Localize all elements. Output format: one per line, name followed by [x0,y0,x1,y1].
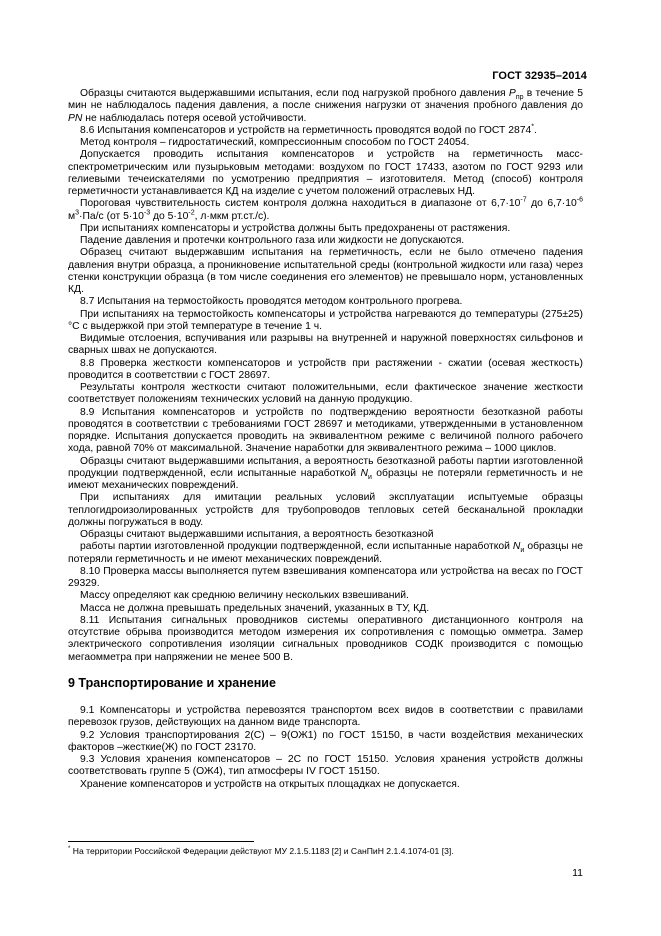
paragraph: Образец считают выдержавшим испытания на герметичность, если не было отмечено падения давления внутри образца, а проникновение испытательной среды (контрольной жидкости или газа) через стенки конструкции образца (в том числе соединения его элементов) не превышало норм, установленных КД. [68,247,583,295]
footnote [68,846,454,856]
paragraph: Масса не должна превышать предельных значений, указанных в ТУ, КД. [80,602,430,614]
footnote-text: На территории Российской Федерации действуют МУ 2.1.5.1183 [2] и СанПиН 2.1.4.1074-01 [3]. [70,846,454,856]
paragraph: Образцы считаются выдержавшими испытания, если под нагрузкой пробного давления $P_{пр}$ в течение 5 мин не наблюдалось падения давления, а после снижения нагрузки от значения пробного давления до PN не наблюдалась потеря осевой устойчивости. [68,88,583,124]
paragraph: Образцы считают выдержавшими испытания, а вероятность безотказной работы партии изготовленной продукции подтвержденной, если испытанные наработкой $N_и$ образцы не потеряли герметичность и не имеют механических повреждений. [68,455,583,491]
paragraph: Результаты контроля жесткости считают положительными, если фактическое значение жесткости соответствует положениям технических условий на данную продукцию. [68,382,583,406]
page-body [68,88,583,791]
paragraph-8-11: 8.11 Испытания сигнальных проводников системы оперативного дистанционного контроля на отсутствие обрыва производится методом измерения их сопротивления с помощью омметра. Замер электрического сопротивления изоляции сигнальных проводников СОДК производится с помощью мегаомметра при напряжении не менее 500 В. [68,614,583,663]
paragraph: Пороговая чувствительность систем контроля должна находиться в диапазоне от $6,7\cdot 10^{-7}$ до $6,7\cdot 10^{-6}$ $м^3\cdot Па/с$ (от $5\cdot 10^{-3}$ до $5\cdot 10^{-2}$, л·мкм рт.ст./с). [68,196,583,222]
paragraph-9-3: 9.3 Условия хранения компенсаторов – 2С по ГОСТ 15150. Условия хранения устройств должны соответствовать группе 5 (ОЖ4), тип атмосферы IV ГОСТ 15150. [68,754,583,778]
footnote-ref: * [531,123,534,131]
paragraph: При испытаниях на термостойкость компенсаторы и устройства нагреваются до температуры (275±25) °С с выдержкой при этой температуре в течение 1 ч. [68,308,583,332]
paragraph: Образцы считают выдержавшими испытания, а вероятность безотказной [80,529,434,540]
paragraph-8-9: 8.9 Испытания компенсаторов и устройств по подтверждению вероятности безотказной работы проводятся в соответствии с требованиями ГОСТ 28697 и методиками, утвержденными в установленном порядке. Испытания допускается проводить на эквивалентном режиме с величиной полного рабочего хода, равной 70% от максимальной. Значение наработки для эквивалентного режима – 1000 циклов. [68,406,583,455]
paragraph: Метод контроля – гидростатический, компрессионным способом по ГОСТ 24054. [80,137,470,148]
paragraph: При испытаниях компенсаторы и устройства должны быть предохранены от растяжения. [80,222,511,234]
paragraph: Падение давления и протечки контрольного газа или жидкости не допускаются. [80,235,465,246]
paragraph-8-10: 8.10 Проверка массы выполняется путем взвешивания компенсатора или устройства на весах по ГОСТ 29329. [68,565,583,589]
paragraph: Видимые отслоения, вспучивания или разрывы на внутренней и наружной поверхностях сильфонов и сварных швах не допускаются. [68,333,583,357]
paragraph: работы партии изготовленной продукции подтвержденной, если испытанные наработкой $N_и$ образцы не потеряли герметичность и не имеют механических повреждений. [68,541,583,565]
paragraph-8-7: 8.7 Испытания на термостойкость проводятся методом контрольного прогрева. [80,296,463,308]
paragraph: Хранение компенсаторов и устройств на открытых площадках не допускается. [80,778,460,790]
paragraph: При испытаниях для имитации реальных условий эксплуатации испытуемые образцы теплогидроизолированных устройств для трубопроводов тепловых сетей бесканальной прокладки должны погружаться в воду. [68,492,583,528]
paragraph: Допускается проводить испытания компенсаторов и устройств на герметичность масс-спектрометрическим или пузырьковым методами: воздухом по ГОСТ 17433, азотом по ГОСТ 9293 или гелиевыми течеискателями по усмотрению предприятия – изготовителя. Метод (способ) контроля герметичности устанавливается КД на изделие с учетом положений отраслевых НД. [68,149,583,197]
paragraph-8-6: 8.6 Испытания компенсаторов и устройств на герметичность проводятся водой по ГОСТ 2874*. [80,123,537,136]
paragraph: Массу определяют как среднюю величину нескольких взвешиваний. [80,590,409,602]
footnote-divider [68,841,254,842]
paragraph-9-1: 9.1 Компенсаторы и устройства перевозятся транспортом всех видов в соответствии с правилами перевозок грузов, действующих на данном виде транспорта. [68,705,583,729]
section-heading: 9 Транспортирование и хранение [68,675,276,690]
footnote-mark: * [68,846,71,853]
paragraph-8-8: 8.8 Проверка жесткости компенсаторов и устройств при растяжении - сжатии (осевая жесткость) проводится в соответствии с ГОСТ 28697. [68,357,583,381]
page-number: 11 [572,867,583,879]
paragraph-9-2: 9.2 Условия транспортирования 2(С) – 9(ОЖ1) по ГОСТ 15150, в части воздействия механических факторов –жесткие(Ж) по ГОСТ 23170. [68,729,583,753]
document-header: ГОСТ 32935–2014 [492,70,587,82]
